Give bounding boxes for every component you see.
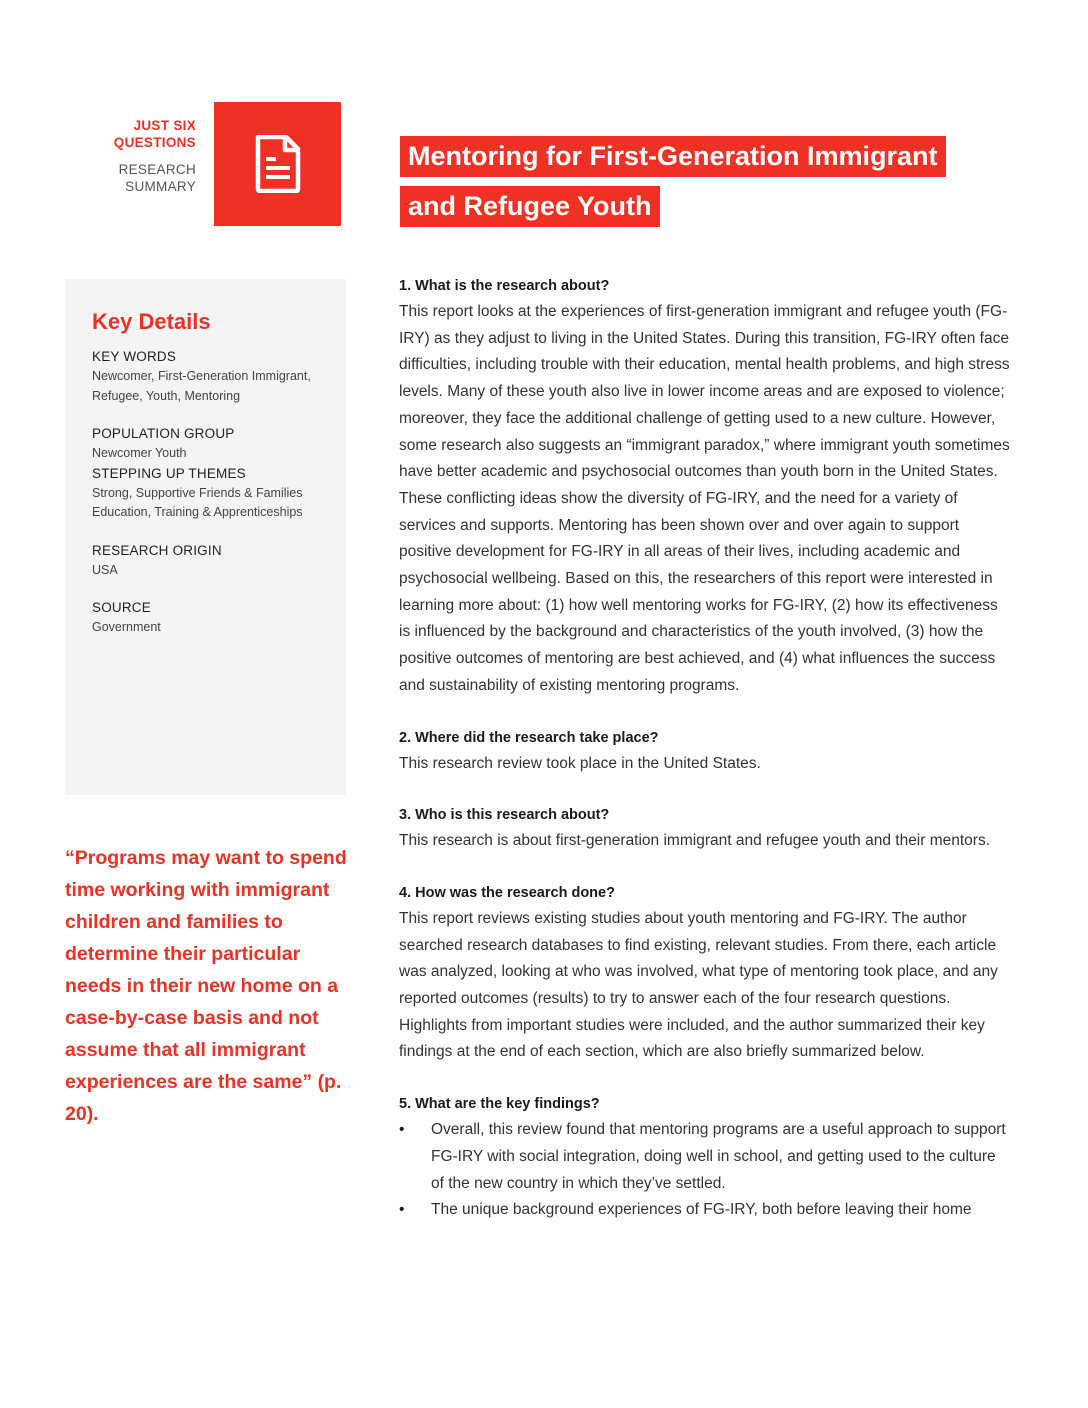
key-details-panel	[65, 279, 346, 795]
source-value: Government	[92, 620, 161, 634]
pull-quote: “Programs may want to spend time working with immigrant children and families to determine their particular needs in their new home on a case-by-case basis and not assume that all immigrant experiences are the same” (p. 20).	[65, 847, 347, 1125]
document-tile	[214, 102, 341, 226]
question-body: This research review took place in the United States.	[399, 754, 761, 772]
list-item: • The unique background experiences of FG-IRY, both before leaving their home	[399, 1197, 1011, 1224]
question-section	[399, 881, 1011, 1066]
themes-value: Strong, Supportive Friends & Families Education, Training & Apprenticeships	[92, 485, 303, 519]
series-label	[60, 117, 196, 195]
series-name: JUST SIX QUESTIONS	[113, 118, 196, 150]
document-icon	[254, 135, 302, 193]
population-label: POPULATION GROUP	[92, 426, 235, 441]
title-line-1: Mentoring for First-Generation Immigrant	[400, 136, 946, 177]
population-value: Newcomer Youth	[92, 446, 187, 460]
origin-value: USA	[92, 562, 118, 577]
title-line-2: and Refugee Youth	[400, 186, 660, 227]
question-heading: 1. What is the research about?	[399, 278, 610, 294]
key-words-label: KEY WORDS	[92, 349, 177, 364]
findings-list	[399, 1117, 1011, 1224]
questions-content	[399, 274, 1011, 1224]
question-section	[399, 726, 1011, 778]
key-details-heading: Key Details	[92, 309, 211, 334]
question-body: This research is about first-generation immigrant and refugee youth and their mentors.	[399, 832, 991, 850]
question-body: This report looks at the experiences of first-generation immigrant and refugee youth (FG-IRY) as they adjust to living in the United States. During this transition, FG-IRY often face difficulties, including trouble with their education, mental health problems, and high stress levels. Many of these youth also live in lower income areas and are exposed to violence; moreover, they face the additional challenge of getting used to a new culture. However, some research also suggests an “immigrant paradox,” where immigrant youth sometimes have better academic and psychosocial outcomes than youth born in the United States. These conflicting ideas show the diversity of FG-IRY, and the need for a variety of services and supports. Mentoring has been shown over and over again to support positive development for FG-IRY in all areas of their lives, including academic and psychosocial wellbeing. Based on this, the researchers of this report were interested in learning more about: (1) how well mentoring works for FG-IRY, (2) how its effectiveness is influenced by the background and characteristics of the youth involved, (3) how the positive outcomes of mentoring are best achieved, and (4) what influences the success and sustainability of existing mentoring programs.	[399, 303, 1010, 694]
origin-label: RESEARCH ORIGIN	[92, 542, 222, 558]
document-title	[400, 136, 1040, 236]
question-heading: 4. How was the research done?	[399, 884, 615, 901]
question-section	[399, 274, 1011, 700]
question-heading: 3. Who is this research about?	[399, 807, 610, 824]
source-label: SOURCE	[92, 600, 151, 615]
themes-label: STEPPING UP THEMES	[92, 465, 246, 481]
question-heading: 2. Where did the research take place?	[399, 729, 659, 746]
key-words-value: Newcomer, First-Generation Immigrant, Refugee, Youth, Mentoring	[92, 369, 311, 403]
question-heading: 5. What are the key findings?	[399, 1096, 600, 1113]
question-section	[399, 1092, 1011, 1224]
series-type: RESEARCH SUMMARY	[118, 162, 196, 194]
question-section	[399, 803, 1011, 855]
list-item: • Overall, this review found that mentoring programs are a useful approach to support FG-IRY with social integration, doing well in school, and getting used to the culture of the new country in which they’ve settled.	[399, 1117, 1011, 1197]
question-body: This report reviews existing studies about youth mentoring and FG-IRY. The author searched research databases to find existing, relevant studies. From there, each article was analyzed, looking at who was involved, what type of mentoring took place, and any reported outcomes (results) to try to answer each of the four research questions. Highlights from important studies were included, and the author summarized their key findings at the end of each section, which are also briefly summarized below.	[399, 909, 998, 1061]
